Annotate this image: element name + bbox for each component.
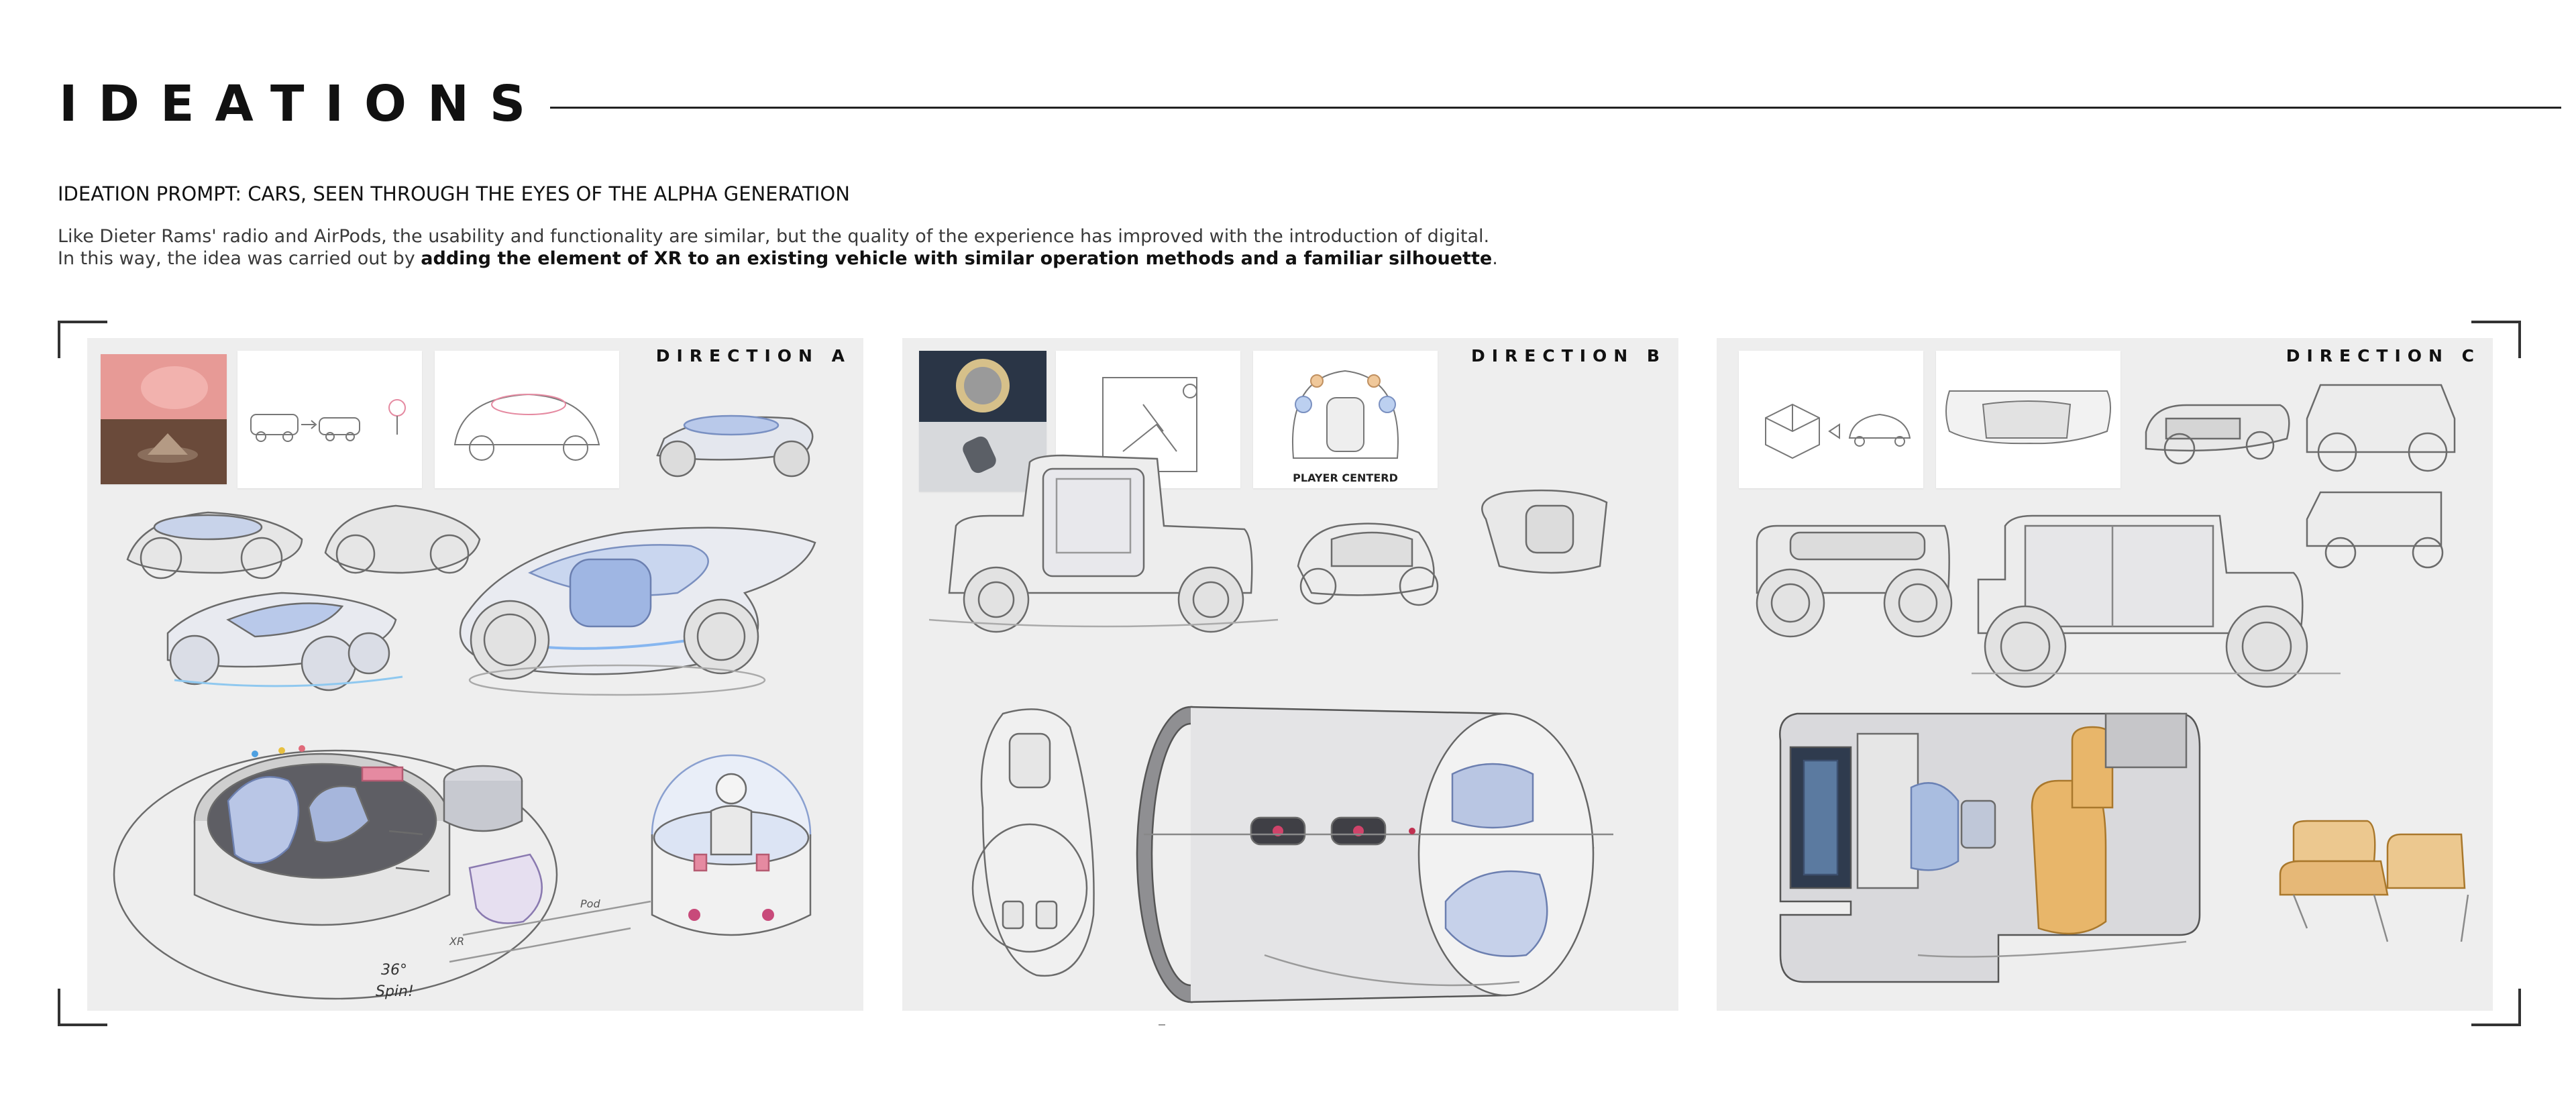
direction-a-sketches bbox=[87, 338, 863, 1011]
page-marker bbox=[1159, 1024, 1165, 1026]
title-divider bbox=[550, 107, 2561, 109]
direction-c-label: DIRECTION C bbox=[2286, 346, 2481, 366]
direction-b-label: DIRECTION B bbox=[1470, 346, 1666, 366]
description-end: . bbox=[1492, 248, 1498, 269]
annotation-xr: XR bbox=[449, 935, 465, 948]
annotation-spin: Spin! bbox=[376, 983, 414, 1000]
annotation-36: 36° bbox=[381, 962, 407, 979]
annotation-pod: Pod bbox=[580, 897, 600, 910]
ideation-prompt: IDEATION PROMPT: CARS, SEEN THROUGH THE EYES OF THE ALPHA GENERATION bbox=[58, 182, 850, 205]
reference-caption: PLAYER CENTERD bbox=[1293, 472, 1398, 484]
description-emphasis: adding the element of XR to an existing vehicle with similar operation methods and a familiar silhouette bbox=[421, 248, 1493, 269]
direction-c-panel bbox=[1717, 338, 2493, 1011]
page-title: IDEATIONS bbox=[59, 75, 547, 133]
direction-c-sketches bbox=[1717, 338, 2493, 1011]
direction-a-panel bbox=[87, 338, 863, 1011]
description-line-2: In this way, the idea was carried out by bbox=[58, 248, 421, 269]
direction-b-sketches bbox=[902, 338, 1678, 1011]
description bbox=[58, 225, 1601, 270]
direction-a-label: DIRECTION A bbox=[655, 346, 851, 366]
description-line-1: Like Dieter Rams' radio and AirPods, the usability and functionality are similar, but the quality of the experience has improved with the introduction of digital. bbox=[58, 226, 1490, 247]
direction-b-panel bbox=[902, 338, 1678, 1011]
